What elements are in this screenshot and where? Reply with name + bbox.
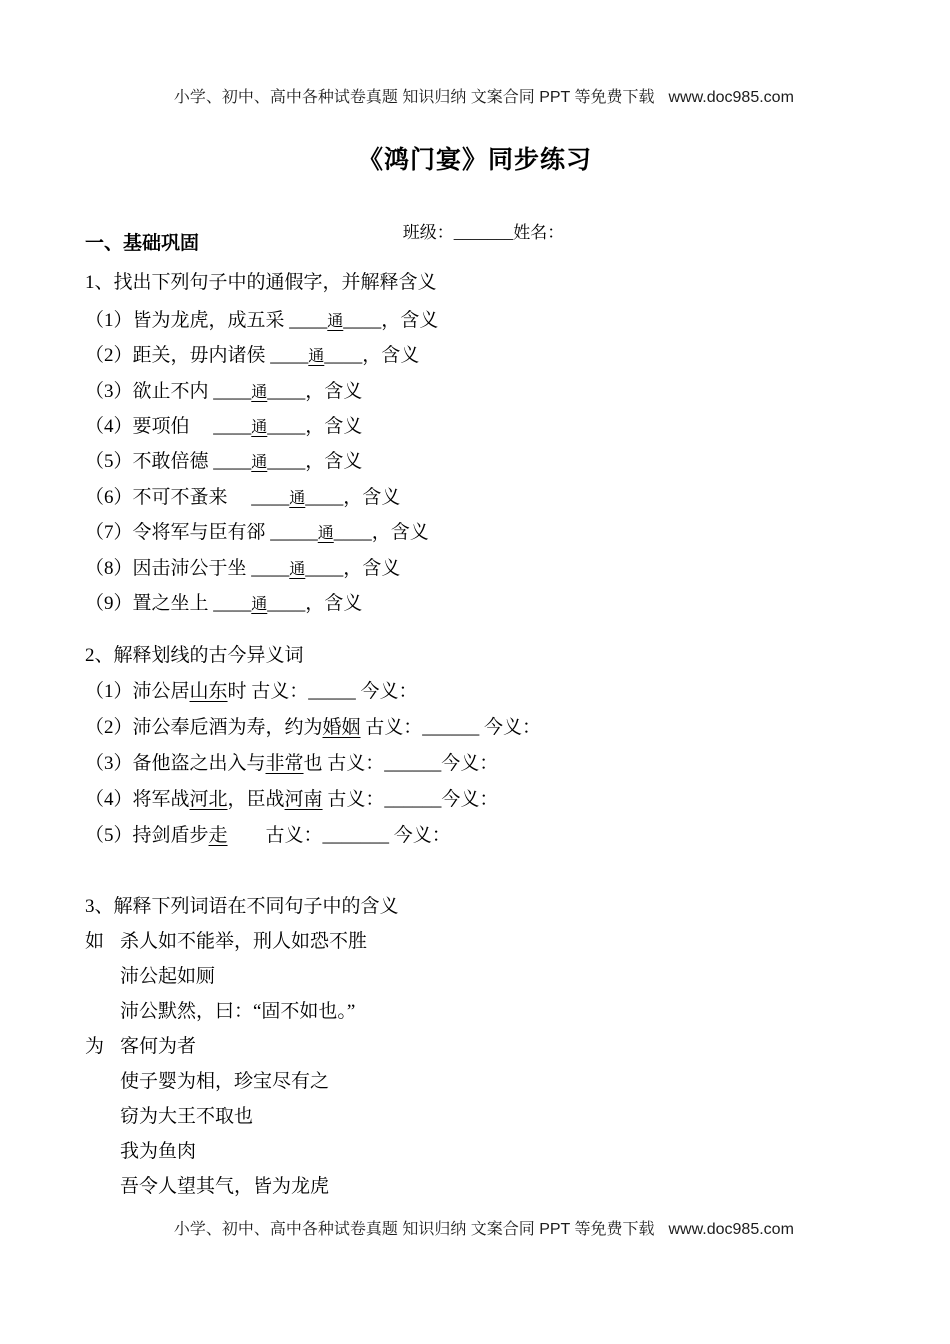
promo-footer-url: www.doc985.com (668, 1221, 794, 1238)
q3-line (85, 1029, 196, 1064)
q1-item: （9）置之坐上 ____通____，含义 (85, 593, 363, 614)
q2-item: （2）沛公奉卮酒为寿，约为婚姻 古义：______ 今义： (85, 717, 542, 738)
q3-sentence: 杀人如不能举，刑人如恐不胜 (120, 931, 368, 952)
q3-sentence: 沛公起如厕 (120, 966, 216, 987)
class-label: 班级： (402, 223, 454, 242)
q3-headword: 为 (85, 1036, 105, 1057)
q3-line (85, 959, 215, 994)
q1-item: （1）皆为龙虎，成五采 ____通____，含义 (85, 310, 439, 331)
q3-sentence: 沛公默然，曰：“固不如也。” (120, 1001, 356, 1022)
q1-item: （6）不可不蚤来 ____通____，含义 (85, 487, 401, 508)
promo-header-text: 小学、初中、高中各种试卷真题 知识归纳 文案合同 PPT 等免费下载 (173, 89, 655, 106)
q3-sentence: 我为鱼肉 (120, 1141, 197, 1162)
class-blank: _______ (453, 223, 514, 242)
promo-header (0, 66, 950, 125)
q3-line (85, 1134, 196, 1169)
q3-line (85, 994, 355, 1029)
q3-sentence: 吾令人望其气，皆为龙虎 (120, 1176, 330, 1197)
q2-item: （4）将军战河北，臣战河南 古义：______今义： (85, 789, 499, 810)
q1-item: （2）距关，毋内诸侯 ____通____，含义 (85, 345, 420, 366)
q2-prompt: 2、解释划线的古今异义词 (85, 645, 304, 666)
q1-item: （8）因击沛公于坐 ____通____，含义 (85, 558, 401, 579)
q3-prompt: 3、解释下列词语在不同句子中的含义 (85, 896, 399, 917)
name-label: 姓名： (513, 223, 565, 242)
q1-item: （7）令将军与臣有郤 _____通____，含义 (85, 522, 429, 543)
promo-header-url: www.doc985.com (668, 89, 794, 106)
q3-line (85, 1099, 253, 1134)
q3-sentence: 使子婴为相，珍宝尽有之 (120, 1071, 330, 1092)
q1-prompt: 1、找出下列句子中的通假字，并解释含义 (85, 272, 437, 293)
promo-footer-text: 小学、初中、高中各种试卷真题 知识归纳 文案合同 PPT 等免费下载 (173, 1221, 655, 1238)
q3-sentence: 窃为大王不取也 (120, 1106, 254, 1127)
q3-line (85, 924, 367, 959)
q2-item: （3）备他盗之出入与非常也 古义：______今义： (85, 753, 499, 774)
q1-item: （4）要项伯 ____通____，含义 (85, 416, 363, 437)
promo-footer (0, 1198, 950, 1257)
section-heading-basics: 一、基础巩固 (85, 233, 200, 254)
q3-headword: 如 (85, 931, 105, 952)
q3-line (85, 1064, 329, 1099)
q3-sentence: 客何为者 (120, 1036, 197, 1057)
q2-item: （1）沛公居山东时 古义：_____ 今义： (85, 681, 418, 702)
page-title: 《鸿门宴》同步练习 (357, 147, 592, 174)
q1-item: （3）欲止不内 ____通____，含义 (85, 381, 363, 402)
q2-item: （5）持剑盾步走 古义：_______ 今义： (85, 825, 451, 846)
q1-item: （5）不敢倍德 ____通____，含义 (85, 451, 363, 472)
